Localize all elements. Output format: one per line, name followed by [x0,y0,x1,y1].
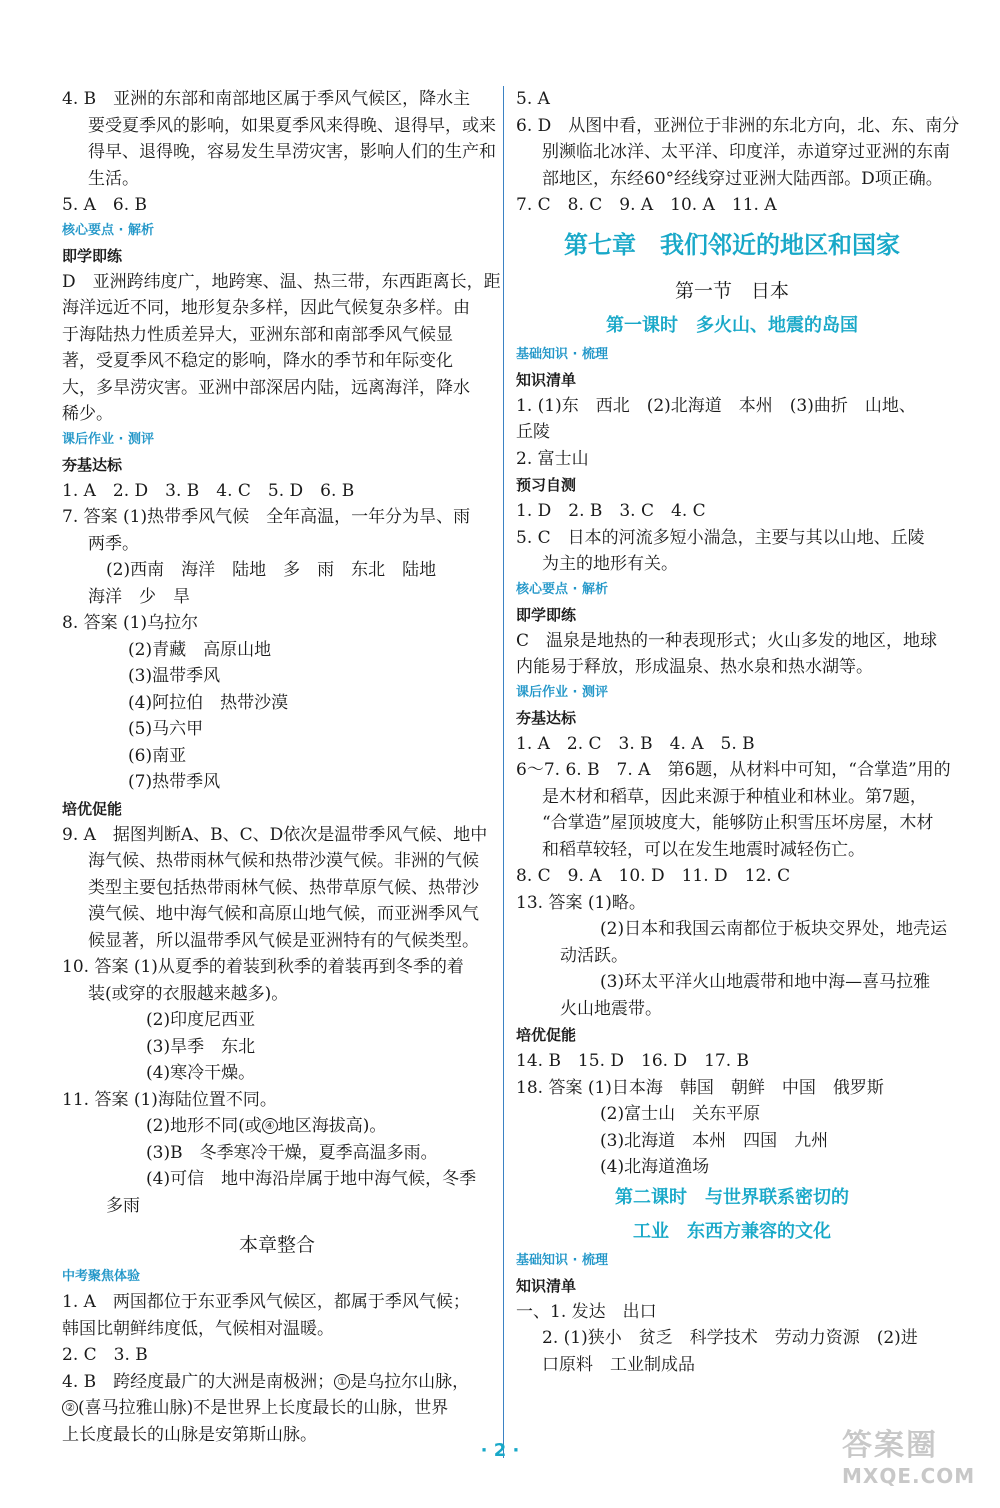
answer-line: 海洋远近不同，地形复杂多样，因此气候复杂多样。由 [62,298,470,318]
right-column [516,86,960,1378]
answer-line: (4)阿拉伯 热带沙漠 [128,692,289,713]
answer-line: (3)北海道 本州 四国 九州 [600,1130,829,1151]
answer-line: 5. A [516,89,550,109]
answer-text: 地区海拔高)。 [277,1116,387,1136]
subsection-title: 即学即练 [516,605,577,624]
answer-line: 13. 答案 (1)略。 [516,892,646,913]
subsection-title: 知识清单 [516,1276,577,1295]
answer-line: 漠气候、地中海气候和高原山地气候，而亚洲季风气 [88,904,479,924]
answer-line: 装(或穿的衣服越来越多)。 [88,983,289,1004]
answer-line: 类型主要包括热带雨林气候、热带草原气候、热带沙 [88,877,479,898]
answer-text: (喜马拉雅山脉)不是世界上长度最长的山脉，世界 [78,1398,449,1418]
answer-line: 海气候、热带雨林气候和热带沙漠气候。非洲的气候 [88,851,479,871]
answer-line: 2. C 3. B [62,1345,148,1365]
answer-line: 于海陆热力性质差异大，亚洲东部和南部季风气候显 [62,324,453,345]
answer-text: 是乌拉尔山脉， [350,1371,470,1392]
subsection-title: 夯基达标 [62,455,123,474]
answer-line: 多雨 [106,1195,140,1216]
answer-line: 动活跃。 [560,945,628,966]
section-label: 课后作业 · 测评 [516,684,608,700]
answer-line: (2)青藏 高原山地 [128,639,272,660]
answer-line: (4)寒冷干燥。 [146,1063,256,1083]
answer-line: 2. (1)狭小 贫乏 科学技术 劳动力资源 (2)进 [542,1328,918,1348]
answer-line: “合掌造”屋顶坡度大，能够防止积雪压坏房屋，木材 [542,813,934,833]
section-label: 基础知识 · 梳理 [516,346,608,362]
chapter-title: 第七章 我们邻近的地区和国家 [564,230,900,259]
left-column [62,86,501,1448]
answer-line: (2)西南 海洋 陆地 多 雨 东北 陆地 [106,560,437,580]
lesson-title: 工业 东西方兼容的文化 [633,1220,831,1242]
answer-line: 5. A 6. B [62,195,148,215]
answer-line: 1. A 2. C 3. B 4. A 5. B [516,733,755,754]
subsection-title: 预习自测 [516,476,577,494]
answer-line: 4. B 亚洲的东部和南部地区属于季风气候区，降水主 [62,89,471,109]
circled-number: ② [62,1400,78,1416]
section-label: 核心要点 · 解析 [516,581,608,597]
answer-line: 口原料 工业制成品 [542,1354,695,1375]
answer-line [62,1113,492,1140]
answer-line: 稀少。 [62,404,113,424]
watermark-url: MXQE.COM [842,1464,976,1488]
answer-line: 要受夏季风的影响，如果夏季风来得晚、退得早，或来 [88,115,496,136]
answer-line: (2)日本和我国云南都位于板块交界处，地壳运 [600,919,948,939]
answer-line: 1. (1)东 西北 (2)北海道 本州 (3)曲折 山地、 [516,395,916,416]
answer-line: 别濒临北冰洋、太平洋、印度洋，赤道穿过亚洲的东南 [542,142,950,162]
answer-line: 11. 答案 (1)海陆位置不同。 [62,1089,277,1110]
answer-line: 两季。 [88,533,139,554]
subsection-title: 知识清单 [516,370,577,389]
answer-line: (3)环太平洋火山地震带和地中海—喜马拉雅 [600,972,931,992]
answer-line: 火山地震带。 [560,998,662,1019]
lesson-title: 第一课时 多火山、地震的岛国 [606,314,858,336]
page-number: · 2 · [480,1440,520,1461]
answer-line: 是木材和稻草，因此来源于种植业和林业。第7题， [542,786,927,807]
answer-line: 上长度最长的山脉是安第斯山脉。 [62,1424,317,1445]
answer-line: (6)南亚 [128,745,187,766]
answer-line: (3)温带季风 [128,666,221,686]
lesson-title: 第二课时 与世界联系密切的 [615,1186,849,1208]
answer-line: 5. C 日本的河流多短小湍急，主要与其以山地、丘陵 [516,527,925,548]
section-label: 课后作业 · 测评 [62,431,154,447]
answer-line: 7. C 8. C 9. A 10. A 11. A [516,195,777,215]
circled-number: ④ [262,1118,278,1134]
answer-line: 海洋 少 旱 [88,586,190,607]
answer-line: (2)印度尼西亚 [146,1010,256,1030]
answer-line: 1. D 2. B 3. C 4. C [516,501,706,521]
answer-line: 1. A 2. D 3. B 4. C 5. D 6. B [62,480,355,501]
answer-line: (7)热带季风 [128,772,221,792]
answer-line: (4)北海道渔场 [600,1157,710,1177]
answer-line: 丘陵 [516,422,550,442]
answer-line: 候显著，所以温带季风气候是亚洲特有的气候类型。 [88,930,479,951]
section-label: 基础知识 · 梳理 [516,1252,608,1268]
watermark-logo [842,1420,988,1500]
answer-line: 8. C 9. A 10. D 11. D 12. C [516,866,791,886]
answer-line: 和稻草较轻，可以在发生地震时减轻伤亡。 [542,839,865,860]
section-label: 核心要点 · 解析 [62,222,154,238]
answer-line: 得早、退得晚，容易发生旱涝灾害，影响人们的生产和 [88,142,496,162]
subsection-title: 夯基达标 [516,708,577,727]
answer-line: 18. 答案 (1)日本海 韩国 朝鲜 中国 俄罗斯 [516,1077,884,1098]
chapter-summary-title: 本章整合 [238,1234,315,1256]
answer-line: (5)马六甲 [128,719,204,739]
answer-line: (3)旱季 东北 [146,1036,256,1057]
answer-line: 7. 答案 (1)热带季风气候 全年高温，一年分为旱、雨 [62,507,471,527]
column-divider [503,86,504,1458]
answer-line: C 温泉是地热的一种表现形式；火山多发的地区，地球 [516,630,938,651]
answer-line: 9. A 据图判断A、B、C、D依次是温带季风气候、地中 [62,824,488,845]
answer-line: 内能易于释放，形成温泉、热水泉和热水湖等。 [516,657,873,677]
circled-number: ① [334,1374,350,1390]
answer-line: 生活。 [88,168,139,189]
answer-line: (2)富士山 关东平原 [600,1104,761,1124]
subsection-title: 培优促能 [62,799,123,818]
answer-line: (4)可信 地中海沿岸属于地中海气候，冬季 [146,1169,477,1189]
answer-line [62,1395,492,1422]
answer-line: (3)B 冬季寒冷干燥，夏季高温多雨。 [146,1142,438,1163]
answer-line: 6. D 从图中看，亚洲位于非洲的东北方向，北、东、南分 [516,115,960,136]
answer-line: 2. 富士山 [516,448,589,469]
answer-line: 著，受夏季风不稳定的影响，降水的季节和年际变化 [62,351,453,371]
answer-line: 为主的地形有关。 [542,554,678,574]
answer-text: (2)地形不同(或 [146,1116,262,1136]
subsection-title: 培优促能 [516,1026,577,1044]
section-label: 中考聚焦体验 [62,1269,141,1284]
answer-line: 6～7. 6. B 7. A 第6题，从材料中可知，“合掌造”用的 [516,760,951,780]
watermark-text: 答案圈 [842,1428,938,1463]
answer-line: 韩国比朝鲜纬度低，气候相对温暖。 [62,1318,334,1339]
answer-line: 部地区，东经60°经线穿过亚洲大陆西部。D项正确。 [542,168,943,189]
answer-line: 大，多旱涝灾害。亚洲中部深居内陆，远离海洋，降水 [62,377,470,398]
answer-line: 1. A 两国都位于东亚季风气候区，都属于季风气候； [62,1292,470,1312]
subsection-title: 即学即练 [62,246,123,265]
answer-line: 一、1. 发达 出口 [516,1301,657,1322]
answer-line: D 亚洲跨纬度广，地跨寒、温、热三带，东西距离长，距 [62,271,501,292]
answer-line: 14. B 15. D 16. D 17. B [516,1051,750,1071]
answer-text: 4. B 跨经度最广的大洲是南极洲； [62,1371,335,1392]
section-title: 第一节 日本 [674,279,789,302]
answer-line: 10. 答案 (1)从夏季的着装到秋季的着装再到冬季的着 [62,957,464,977]
answer-line: 8. 答案 (1)乌拉尔 [62,613,199,633]
answer-line [62,1369,492,1396]
